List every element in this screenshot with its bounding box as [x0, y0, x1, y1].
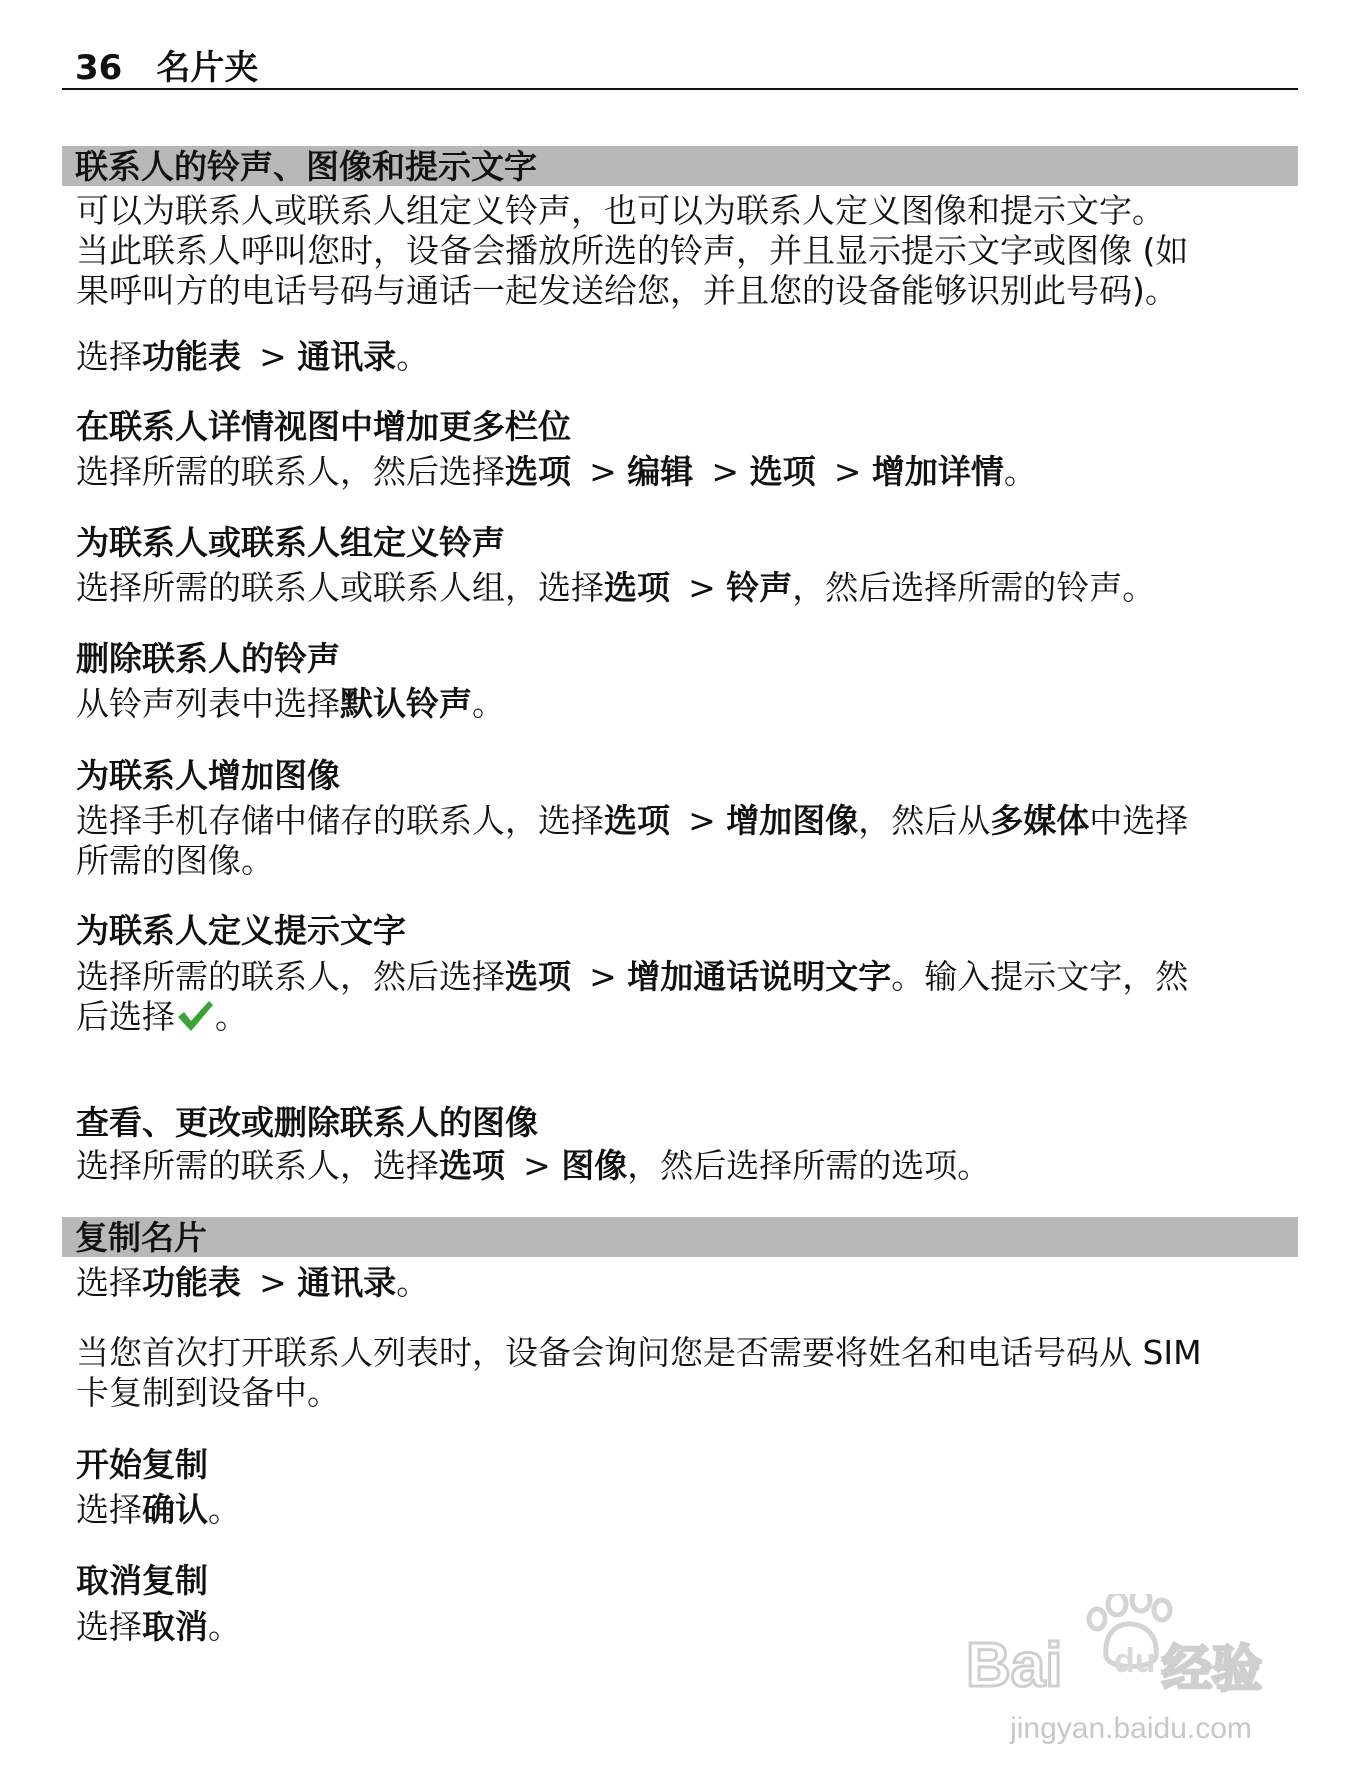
intro-line-2: 当此联系人呼叫您时，设备会播放所选的铃声，并且显示提示文字或图像 (如 — [76, 231, 1189, 270]
heading-define-alert: 为联系人定义提示文字 — [76, 911, 406, 950]
page-number: 36 — [75, 48, 123, 88]
svg-text:经验: 经验 — [1162, 1640, 1262, 1698]
heading-view-image: 查看、更改或删除联系人的图像 — [76, 1103, 538, 1142]
watermark-url: jingyan.baidu.com — [1010, 1712, 1252, 1745]
contacts-label: 通讯录 — [297, 337, 397, 376]
heading-add-fields: 在联系人详情视图中增加更多栏位 — [76, 407, 571, 446]
heading-cancel-copy: 取消复制 — [76, 1561, 208, 1600]
heading-delete-ringtone: 删除联系人的铃声 — [76, 639, 340, 678]
select-menu-line: 选择功能表 > 通讯录。 — [76, 337, 430, 376]
add-image-text: 选择手机存储中储存的联系人，选择选项 > 增加图像，然后从多媒体中选择 — [76, 801, 1189, 840]
svg-text:du: du — [1114, 1642, 1156, 1680]
heading-add-image: 为联系人增加图像 — [76, 756, 340, 795]
start-copy-text: 选择确认。 — [76, 1490, 241, 1529]
delete-ringtone-text: 从铃声列表中选择默认铃声。 — [76, 684, 505, 723]
intro-line-3: 果呼叫方的电话号码与通话一起发送给您，并且您的设备能够识别此号码)。 — [76, 271, 1178, 310]
watermark-brand — [966, 1594, 967, 1595]
heading-start-copy: 开始复制 — [76, 1445, 208, 1484]
section-bar-copy-cards: 复制名片 — [62, 1217, 1298, 1257]
checkmark-icon — [175, 998, 215, 1043]
select-menu-line-2: 选择功能表 > 通讯录。 — [76, 1263, 430, 1302]
svg-text:Bai: Bai — [966, 1631, 1063, 1700]
intro-line-1: 可以为联系人或联系人组定义铃声，也可以为联系人定义图像和提示文字。 — [76, 191, 1165, 230]
section-bar-ringtones: 联系人的铃声、图像和提示文字 — [62, 146, 1298, 186]
chapter-title: 名片夹 — [156, 48, 259, 88]
heading-define-ringtone: 为联系人或联系人组定义铃声 — [76, 523, 505, 562]
copy-intro-line-1: 当您首次打开联系人列表时，设备会询问您是否需要将姓名和电话号码从 SIM — [76, 1333, 1202, 1372]
baidu-watermark — [966, 1594, 1296, 1754]
add-fields-text: 选择所需的联系人，然后选择选项 > 编辑 > 选项 > 增加详情。 — [76, 452, 1037, 491]
add-image-text-2: 所需的图像。 — [76, 841, 274, 880]
menu-label: 功能表 — [142, 337, 241, 376]
view-image-text: 选择所需的联系人，选择选项 > 图像，然后选择所需的选项。 — [76, 1146, 991, 1185]
define-ringtone-text: 选择所需的联系人或联系人组，选择选项 > 铃声，然后选择所需的铃声。 — [76, 568, 1156, 607]
page-header — [62, 46, 1298, 90]
define-alert-text-2: 后选择 。 — [76, 997, 1298, 1043]
cancel-copy-text: 选择取消。 — [76, 1607, 241, 1646]
define-alert-text: 选择所需的联系人，然后选择选项 > 增加通话说明文字。输入提示文字，然 — [76, 957, 1189, 996]
copy-intro-line-2: 卡复制到设备中。 — [76, 1373, 340, 1412]
